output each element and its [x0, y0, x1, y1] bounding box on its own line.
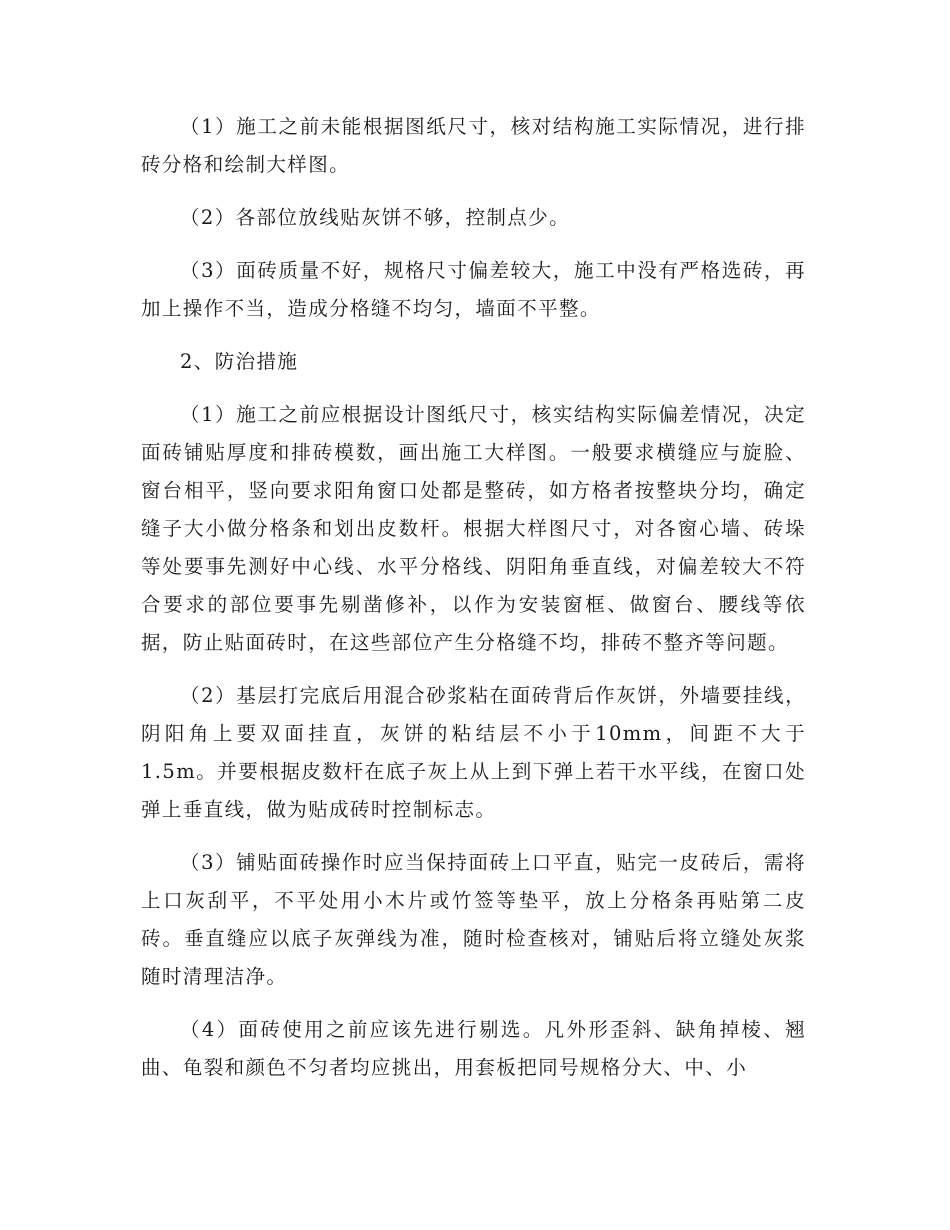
paragraph-cause-1: （1）施工之前未能根据图纸尺寸，核对结构施工实际情况，进行排砖分格和绘制大样图。: [141, 115, 806, 176]
paragraph-cause-2: （2）各部位放线贴灰饼不够，控制点少。: [180, 206, 571, 229]
paragraph-cause-3: （3）面砖质量不好，规格尺寸偏差较大，施工中没有严格选砖，再加上操作不当，造成分格缝不均匀，墙面不平整。: [141, 259, 806, 320]
paragraph-measure-3: （3）铺贴面砖操作时应当保持面砖上口平直，贴完一皮砖后，需将上口灰刮平，不平处用小木片或竹签等垫平，放上分格条再贴第二皮砖。垂直缝应以底子灰弹线为准，随时检查核对，铺贴后将立缝处灰浆随时清理洁净。: [141, 851, 806, 988]
paragraph-measure-4: （4）面砖使用之前应该先进行剔选。凡外形歪斜、缺角掉棱、翘曲、龟裂和颜色不匀者均应挑出，用套板把同号规格分大、中、小: [141, 1018, 806, 1079]
section-heading-prevention: 2、防治措施: [180, 350, 299, 373]
paragraph-measure-2: （2）基层打完底后用混合砂浆粘在面砖背后作灰饼，外墙要挂线，阴阳角上要双面挂直，灰饼的粘结层不小于10mm，间距不大于1.5m。并要根据皮数杆在底子灰上从上到下弹上若干水平线，在窗口处弹上垂直线，做为贴成砖时控制标志。: [141, 684, 806, 821]
paragraph-measure-1: （1）施工之前应根据设计图纸尺寸，核实结构实际偏差情况，决定面砖铺贴厚度和排砖模数，画出施工大样图。一般要求横缝应与旋脸、窗台相平，竖向要求阳角窗口处都是整砖，如方格者按整块分均，确定缝子大小做分格条和划出皮数杆。根据大样图尺寸，对各窗心墙、砖垛等处要事先测好中心线、水平分格线、阴阳角垂直线，对偏差较大不符合要求的部位要事先剔凿修补，以作为安装窗框、做窗台、腰线等依据，防止贴面砖时，在这些部位产生分格缝不均，排砖不整齐等问题。: [141, 403, 806, 654]
document-body: [141, 108, 806, 1102]
